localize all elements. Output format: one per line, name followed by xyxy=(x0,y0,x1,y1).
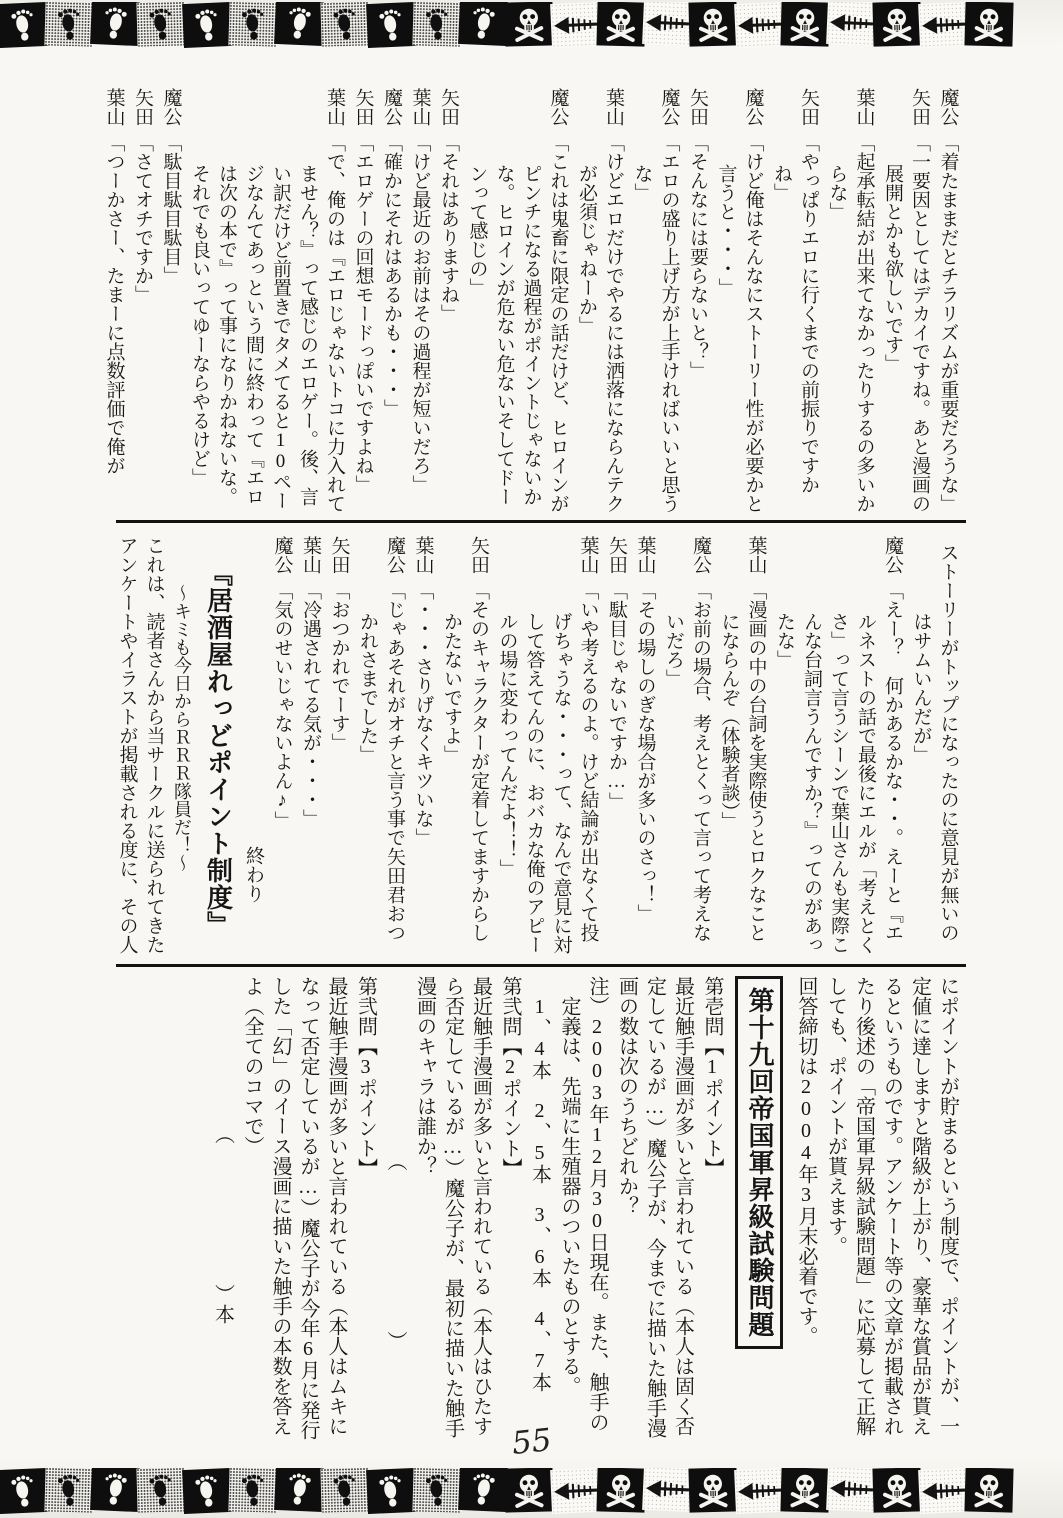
border-tile xyxy=(136,2,185,47)
arrow-left-icon xyxy=(827,1468,875,1511)
border-tile xyxy=(182,2,232,48)
border-tile xyxy=(642,1468,692,1512)
dialogue-line xyxy=(771,536,906,960)
question-3-header: 第弐問【3ポイント】 xyxy=(354,976,377,1178)
question-1-header: 第壱問【1ポイント】 xyxy=(701,976,723,1178)
border-tile xyxy=(734,1468,784,1514)
border-tile xyxy=(872,1468,921,1513)
dialogue-line xyxy=(494,536,602,960)
question-2-header: 第弐問【2ポイント】 xyxy=(499,976,521,1178)
dialogue-text: 「その場しのぎな場合が多いのさっ！」 xyxy=(634,581,656,923)
dialogue-text: 「これは鬼畜に限定の話だけど、ヒロインがピンチになる過程がポイントじゃないかな。ヒロインが危ない危ないそしてドーンって感じの」 xyxy=(466,133,569,513)
border-tile xyxy=(596,1468,645,1513)
border-tile xyxy=(780,1468,829,1513)
exam-section xyxy=(107,976,963,1444)
speaker-name: 矢田 xyxy=(438,88,459,126)
footprint-icon xyxy=(374,6,408,44)
speaker-name: 矢田 xyxy=(606,536,627,574)
speaker-name: 矢田 xyxy=(328,536,350,574)
footprint-icon xyxy=(466,1470,500,1508)
skull-crossbones-icon xyxy=(968,1469,1009,1510)
border-tile xyxy=(734,2,784,48)
dialogue-text: 「そんなには要らないと？」 xyxy=(687,133,708,380)
speaker-name: 魔公 xyxy=(937,88,959,126)
speaker-name: 矢田 xyxy=(798,88,819,126)
speaker-name: 葉山 xyxy=(300,536,321,574)
footprint-icon xyxy=(329,5,362,43)
footprint-icon xyxy=(421,5,454,43)
dialogue-text: 「けど俺はそんなにストーリー性が必要かと言うと・・・」 xyxy=(715,133,764,513)
footprint-icon xyxy=(98,1470,132,1508)
dialogue-text: 「じゃあそれがオチと言う事で矢田君おつかれさまでした」 xyxy=(357,581,405,942)
dialogue-line xyxy=(908,536,962,960)
dialogue-line xyxy=(354,536,408,960)
dialogue-line xyxy=(713,88,767,520)
border-tile xyxy=(320,2,369,47)
skull-crossbones-icon xyxy=(692,3,733,44)
border-tile xyxy=(44,1468,93,1513)
decorative-border-bottom xyxy=(0,1468,1063,1514)
speaker-name: 魔公 xyxy=(160,88,182,126)
dialogue-text: 「エロの盛り上げ方が上手ければいいと思うな」 xyxy=(631,133,680,513)
footprint-icon xyxy=(282,1470,316,1508)
question-3-answer-blank: （ ）本 xyxy=(211,1124,234,1324)
footprint-icon xyxy=(6,6,40,44)
border-tile xyxy=(458,2,508,46)
border-tile xyxy=(366,2,416,48)
skull-crossbones-icon xyxy=(968,3,1009,44)
dialogue-text: 「で、俺のは『エロじゃないトコに力入れてません？』って感じのエロゲー。後、言い訳だけど前置きでタメてると10ページなんてあっという間に終わって『エロは次の本で』って事になりかねないな。それでも良いってゆーならやるけど」 xyxy=(189,133,345,513)
border-tile xyxy=(964,2,1013,47)
dialogue-line xyxy=(407,88,434,520)
footprint-icon xyxy=(145,5,178,43)
dialogue-text: 「けど最近のお前はその過程が短いだろ」 xyxy=(409,133,431,494)
dialogue-text: 「お前の場合、考えとくって言って考えないだろ」 xyxy=(663,581,711,942)
dialogue-text: 「一要因としてはデカイですね。あと漫画の展開とかも欲しいです」 xyxy=(882,133,930,513)
border-tile xyxy=(136,1468,185,1513)
skull-crossbones-icon xyxy=(600,1469,641,1510)
dialogue-line xyxy=(603,536,630,960)
arrow-left-icon xyxy=(827,2,875,45)
dialogue-line xyxy=(768,88,822,520)
speaker-name: 魔公 xyxy=(384,536,405,574)
arrow-left-icon xyxy=(643,2,691,45)
skull-crossbones-icon xyxy=(784,1469,825,1510)
arrow-left-icon xyxy=(919,3,967,47)
dialogue-text: 「漫画の中の台詞を実際使うとロクなことにならんぞ（体験者談）」 xyxy=(718,581,767,942)
dialogue-text: 「そのキャラクターが定着してますからしかたないですよ」 xyxy=(441,581,489,942)
dialogue-text: 「いや考えるのよ。けど結論が出なくて投げちゃうな・・・って、なんで意見に対して答えてんのに、おバカな俺のアピールの場に変わってんだよ！！」 xyxy=(496,581,599,954)
skull-crossbones-icon xyxy=(784,3,825,44)
border-tile xyxy=(274,2,324,46)
border-tile xyxy=(642,2,692,46)
dialogue-text: 「駄目駄目駄目」 xyxy=(160,133,182,285)
border-tile xyxy=(918,2,968,48)
border-tile xyxy=(504,2,553,47)
skull-crossbones-icon xyxy=(508,3,549,44)
question-3-body: 最近触手漫画が多いと言われている（本人はムキになって否定しているが…）魔公子が今年6月に発行した「幻」のイース漫画に描いた触手の本数を答えよ（全てのコマで） xyxy=(241,976,347,1440)
speaker-name: 葉山 xyxy=(603,88,624,126)
border-tile xyxy=(550,2,600,48)
border-tile xyxy=(274,1468,324,1512)
footprint-icon xyxy=(190,6,224,44)
border-tile xyxy=(826,1468,876,1512)
dialogue-text: 「えー？ 何かあるかな・・。えーと『エルネストの話で最後にエルが「考えとくさ」って言うシーンで葉山さんも実際こんな台詞言うんですか？』ってのがあったな」 xyxy=(774,581,903,954)
speaker-name: 葉山 xyxy=(412,536,434,574)
border-tile xyxy=(596,2,645,47)
dialogue-text: 「おつかれでーす」 xyxy=(328,581,350,752)
border-tile xyxy=(228,2,277,47)
dialogue-text: ストーリーがトップになったのに意見が無いのはサムいんだが」 xyxy=(910,543,959,942)
border-tile xyxy=(826,2,876,46)
skull-crossbones-icon xyxy=(876,3,917,44)
dialogue-line xyxy=(632,536,659,960)
speaker-name: 魔公 xyxy=(882,536,903,574)
footprint-icon xyxy=(421,1471,454,1509)
section-divider-1 xyxy=(116,520,966,523)
speaker-name: 矢田 xyxy=(687,88,708,126)
dialogue-line xyxy=(129,88,156,520)
dialogue-text: 「・・・さりげなくキツいな」 xyxy=(412,581,434,847)
border-tile xyxy=(918,1468,968,1514)
footprint-icon xyxy=(145,1471,178,1509)
speaker-name: 魔公 xyxy=(690,536,711,574)
speaker-name: 魔公 xyxy=(658,88,680,126)
border-tile xyxy=(90,2,140,46)
dialogue-text: 「エロゲーの回想モードっぽいですよね」 xyxy=(352,133,374,494)
dialogue-text: 「駄目じゃないですか…」 xyxy=(606,581,627,811)
arrow-left-icon xyxy=(551,1469,599,1513)
border-tile xyxy=(550,1468,600,1514)
border-tile xyxy=(44,2,93,47)
footprint-icon xyxy=(282,4,316,42)
exam-intro-continuation: にポイントが貯まるという制度で、ポイントが、一定値に達しますと階級が上がり、豪華な賞品が貰えるというものです。アンケート等の文章が掲載されたり後述の「帝国軍昇級試験問題」に応募して正解しても、ポイントが貰えます。 xyxy=(824,976,959,1436)
speaker-name: 葉山 xyxy=(577,536,599,574)
dialogue-line xyxy=(101,88,128,520)
dialogue-line xyxy=(716,536,770,960)
question-2-body: 最近触手漫画が多いと言われている（本人はひたすら否定しているが…）魔公子が、最初に描いた触手漫画のキャラは誰か？ xyxy=(413,976,492,1438)
border-tile xyxy=(0,2,48,48)
dialogue-text: 「気のせいじゃないよん♪」 xyxy=(271,581,293,830)
arrow-left-icon xyxy=(735,3,783,47)
section-divider-2 xyxy=(116,964,966,967)
question-1-note: 注）2003年12月30日現在。また、触手の定義は、先端に生殖器のついたものとする。 xyxy=(558,976,608,1432)
speaker-name: 葉山 xyxy=(324,88,345,126)
question-1-body: 最近触手漫画が多いと言われている（本人は固く否定しているが…）魔公子が、今までに描いた触手漫画の数は次のうちどれか？ xyxy=(615,976,694,1438)
footprint-icon xyxy=(237,1471,270,1509)
skull-crossbones-icon xyxy=(692,1469,733,1510)
footprint-icon xyxy=(190,1472,224,1510)
dialogue-text: 「起承転結が出来てなかったりするの多いからな」 xyxy=(826,133,875,513)
feature-intro: これは、読者さんから当サークルに送られてきたアンケートやイラストが掲載される度に、その人 xyxy=(116,536,165,954)
feature-title: 『居酒屋れっどポイント制度』 xyxy=(203,560,233,938)
border-tile xyxy=(412,2,461,47)
dialogue-line xyxy=(824,88,878,520)
dialogue-line xyxy=(269,536,296,960)
dialogue-section-middle xyxy=(118,536,963,960)
speaker-name: 矢田 xyxy=(909,88,930,126)
dialogue-line xyxy=(684,88,711,520)
dialogue-section-top xyxy=(103,88,963,520)
dialogue-line xyxy=(435,88,462,520)
footprint-icon xyxy=(466,4,500,42)
border-tile xyxy=(964,1468,1013,1513)
dialogue-text: 「さてオチですか」 xyxy=(132,133,153,304)
skull-crossbones-icon xyxy=(876,1469,917,1510)
decorative-border-top xyxy=(0,2,1063,48)
dialogue-line xyxy=(573,88,627,520)
footprint-icon xyxy=(329,1471,362,1509)
dialogue-line xyxy=(326,536,353,960)
border-tile xyxy=(872,2,921,47)
page-number: 55 xyxy=(510,1422,554,1462)
border-tile xyxy=(320,1468,369,1513)
dialogue-line xyxy=(879,88,933,520)
dialogue-line xyxy=(438,536,492,960)
border-tile xyxy=(412,1468,461,1513)
speaker-name: 葉山 xyxy=(409,88,431,126)
border-tile xyxy=(0,1468,48,1514)
dialogue-line xyxy=(410,536,437,960)
speaker-name: 葉山 xyxy=(853,88,875,126)
question-2-answer-blank: （ ） xyxy=(384,1151,406,1351)
dialogue-line xyxy=(378,88,405,520)
footprint-icon xyxy=(6,1472,40,1510)
dialogue-text: 「やっぱりエロに行くまでの前振りですかね」 xyxy=(771,133,819,494)
arrow-left-icon xyxy=(643,1468,691,1511)
story-end-mark: 終わり xyxy=(243,846,264,903)
dialogue-line xyxy=(186,88,348,520)
border-tile xyxy=(688,1468,737,1513)
speaker-name: 魔公 xyxy=(547,88,569,126)
dialogue-text: 「それはありますね」 xyxy=(438,133,459,323)
dialogue-text: 「つーかさー、たまーに点数評価で俺が xyxy=(103,133,125,475)
speaker-name: 魔公 xyxy=(742,88,764,126)
exam-title: 第十九回帝国軍昇級試験問題 xyxy=(735,976,783,1349)
arrow-left-icon xyxy=(551,3,599,47)
arrow-left-icon xyxy=(735,1469,783,1513)
dialogue-text: 「冷遇されてる気が・・・」 xyxy=(300,581,321,828)
speaker-name: 矢田 xyxy=(132,88,153,126)
border-tile xyxy=(182,1468,232,1514)
border-tile xyxy=(366,1468,416,1514)
speaker-name: 魔公 xyxy=(381,88,402,126)
arrow-left-icon xyxy=(919,1469,967,1513)
skull-crossbones-icon xyxy=(600,3,641,44)
border-tile xyxy=(688,2,737,47)
speaker-name: 矢田 xyxy=(352,88,374,126)
skull-crossbones-icon xyxy=(508,1469,549,1510)
border-tile xyxy=(458,1468,508,1512)
dialogue-line xyxy=(660,536,714,960)
speaker-name: 葉山 xyxy=(103,88,125,126)
feature-subtitle: ～キミも今日からＲＲＲ隊員だ！～ xyxy=(172,584,192,872)
border-tile xyxy=(780,2,829,47)
footprint-icon xyxy=(237,5,270,43)
dialogue-line xyxy=(350,88,377,520)
speaker-name: 葉山 xyxy=(745,536,767,574)
speaker-name: 矢田 xyxy=(468,536,489,574)
dialogue-line xyxy=(297,536,324,960)
speaker-name: 魔公 xyxy=(271,536,293,574)
border-tile xyxy=(90,1468,140,1512)
border-tile xyxy=(228,1468,277,1513)
question-1-options: 1、4本 2、5本 3、6本 4、7本 xyxy=(528,996,551,1392)
footprint-icon xyxy=(53,1471,86,1509)
exam-deadline: 回答締切は2004年3月末必着です。 xyxy=(795,976,817,1346)
footprint-icon xyxy=(374,1472,408,1510)
footprint-icon xyxy=(98,4,132,42)
footprint-icon xyxy=(53,5,86,43)
dialogue-text: 「確かにそれはあるかも・・・」 xyxy=(381,133,402,418)
dialogue-text: 「着たままだとチラリズムが重要だろうな」 xyxy=(937,133,959,513)
dialogue-line xyxy=(629,88,683,520)
dialogue-line xyxy=(935,88,962,520)
border-tile xyxy=(504,1468,553,1513)
dialogue-line xyxy=(464,88,572,520)
dialogue-text: 「けどエロだけでやるには洒落にならんテクが必須じゃねーか」 xyxy=(576,133,624,513)
dialogue-line xyxy=(158,88,185,520)
speaker-name: 葉山 xyxy=(634,536,656,574)
